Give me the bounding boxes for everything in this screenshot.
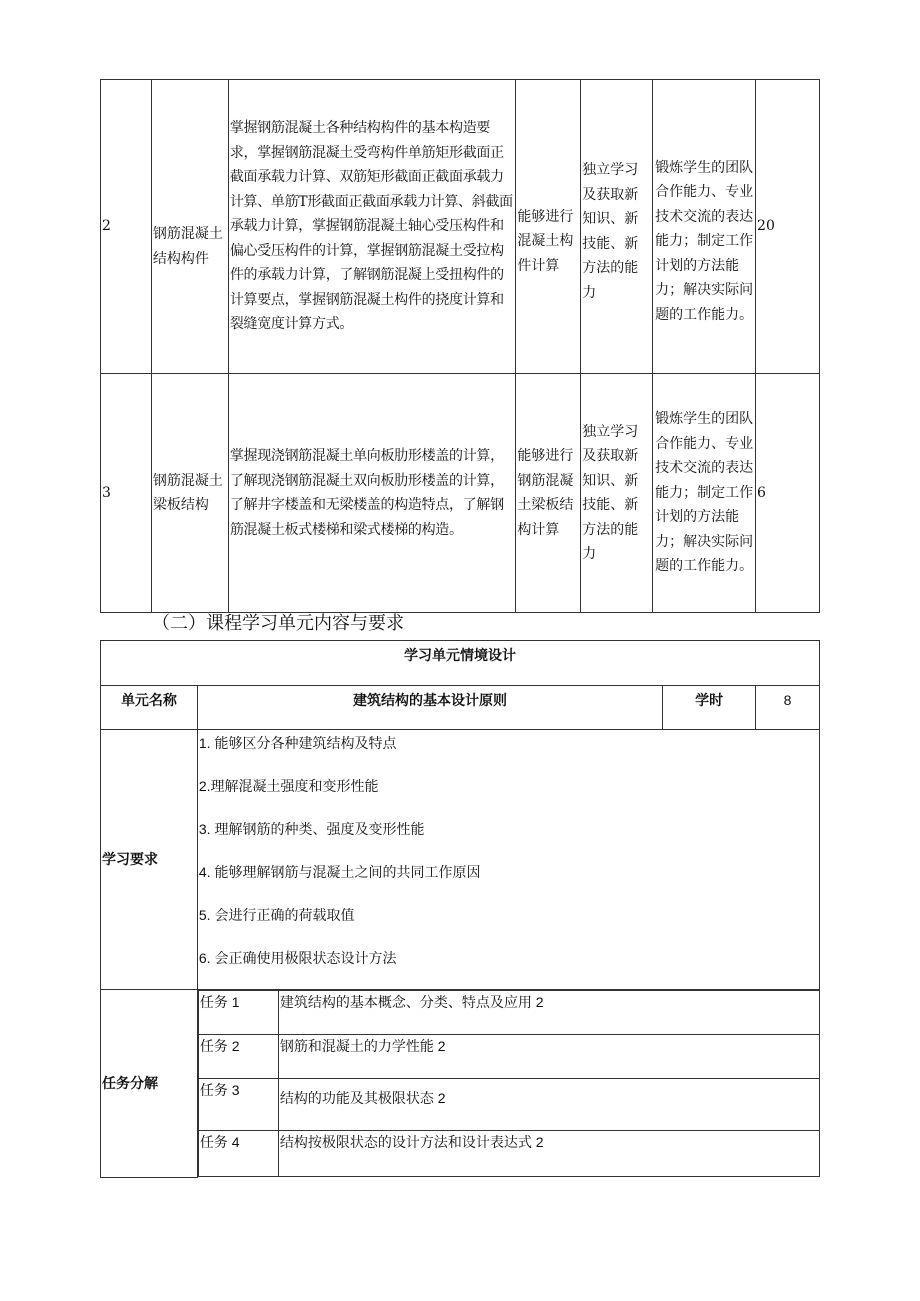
requirements-list <box>197 730 819 990</box>
hours-label: 学时 <box>663 686 756 730</box>
hours-value: 6 <box>756 374 820 613</box>
task-row <box>198 1079 819 1131</box>
social-objective: 锻炼学生的团队合作能力、专业技术交流的表达能力；制定工作计划的方法能力；解决实际问题的工作能力。 <box>653 80 756 374</box>
task-breakdown-label: 任务分解 <box>101 990 198 1178</box>
task-description: 钢筋和混凝土的力学性能 2 <box>278 1035 819 1079</box>
task-id: 任务 3 <box>198 1079 278 1131</box>
table-row <box>101 80 820 374</box>
row-number: 2 <box>101 80 152 374</box>
method-objective: 独立学习及获取新知识、新技能、新方法的能力 <box>581 80 653 374</box>
task-description: 结构的功能及其极限状态 2 <box>278 1079 819 1131</box>
unit-table-title: 学习单元情境设计 <box>101 641 820 686</box>
ability-objective: 能够进行混凝土构件计算 <box>516 80 581 374</box>
row-number: 3 <box>101 374 152 613</box>
task-id: 任务 2 <box>198 1035 278 1079</box>
hours-value: 20 <box>756 80 820 374</box>
module-name: 钢筋混凝土结构构件 <box>151 80 228 374</box>
task-row <box>198 1035 819 1079</box>
task-description: 结构按极限状态的设计方法和设计表达式 2 <box>278 1131 819 1177</box>
requirement-item: 4. 能够理解钢筋与混凝土之间的共同工作原因 <box>198 864 481 880</box>
course-objectives-table <box>100 79 820 613</box>
requirement-item: 5. 会进行正确的荷载取值 <box>198 907 355 923</box>
table-row <box>101 374 820 613</box>
task-id: 任务 1 <box>198 991 278 1035</box>
section-heading: （二）课程学习单元内容与要求 <box>152 613 404 634</box>
method-objective: 独立学习及获取新知识、新技能、新方法的能力 <box>581 374 653 613</box>
requirement-item: 3. 理解钢筋的种类、强度及变形性能 <box>198 821 425 837</box>
hours-value: 8 <box>756 686 820 730</box>
unit-name-label: 单元名称 <box>101 686 198 730</box>
learning-unit-table <box>100 640 820 1178</box>
requirements-label: 学习要求 <box>101 730 198 990</box>
requirement-item: 6. 会正确使用极限状态设计方法 <box>198 950 397 966</box>
requirement-item: 2.理解混凝土强度和变形性能 <box>198 778 379 794</box>
requirement-item: 1. 能够区分各种建筑结构及特点 <box>198 735 397 751</box>
module-name: 钢筋混凝土梁板结构 <box>151 374 228 613</box>
task-row <box>198 991 819 1035</box>
unit-name-value: 建筑结构的基本设计原则 <box>197 686 662 730</box>
task-row <box>198 1131 819 1177</box>
knowledge-objective: 掌握现浇钢筋混凝土单向板肋形楼盖的计算，了解现浇钢筋混凝土双向板肋形楼盖的计算，了解井字楼盖和无梁楼盖的构造特点，了解钢筋混凝土板式楼梯和梁式楼梯的构造。 <box>228 374 516 613</box>
ability-objective: 能够进行钢筋混凝土梁板结构计算 <box>516 374 581 613</box>
task-id: 任务 4 <box>198 1131 278 1177</box>
task-list <box>197 990 819 1178</box>
social-objective: 锻炼学生的团队合作能力、专业技术交流的表达能力；制定工作计划的方法能力；解决实际问题的工作能力。 <box>653 374 756 613</box>
knowledge-objective: 掌握钢筋混凝土各种结构构件的基本构造要求，掌握钢筋混凝土受弯构件单筋矩形截面正截面承载力计算、双筋矩形截面正截面承载力计算、单筋T形截面正截面承载力计算、斜截面承载力计算，掌握钢筋混凝土轴心受压构件和偏心受压构件的计算，掌握钢筋混凝土受拉构件的承载力计算，了解钢筋混凝上受扭构件的计算要点，掌握钢筋混凝土构件的挠度计算和裂缝宽度计算方式。 <box>228 80 516 374</box>
task-description: 建筑结构的基本概念、分类、特点及应用 2 <box>278 991 819 1035</box>
